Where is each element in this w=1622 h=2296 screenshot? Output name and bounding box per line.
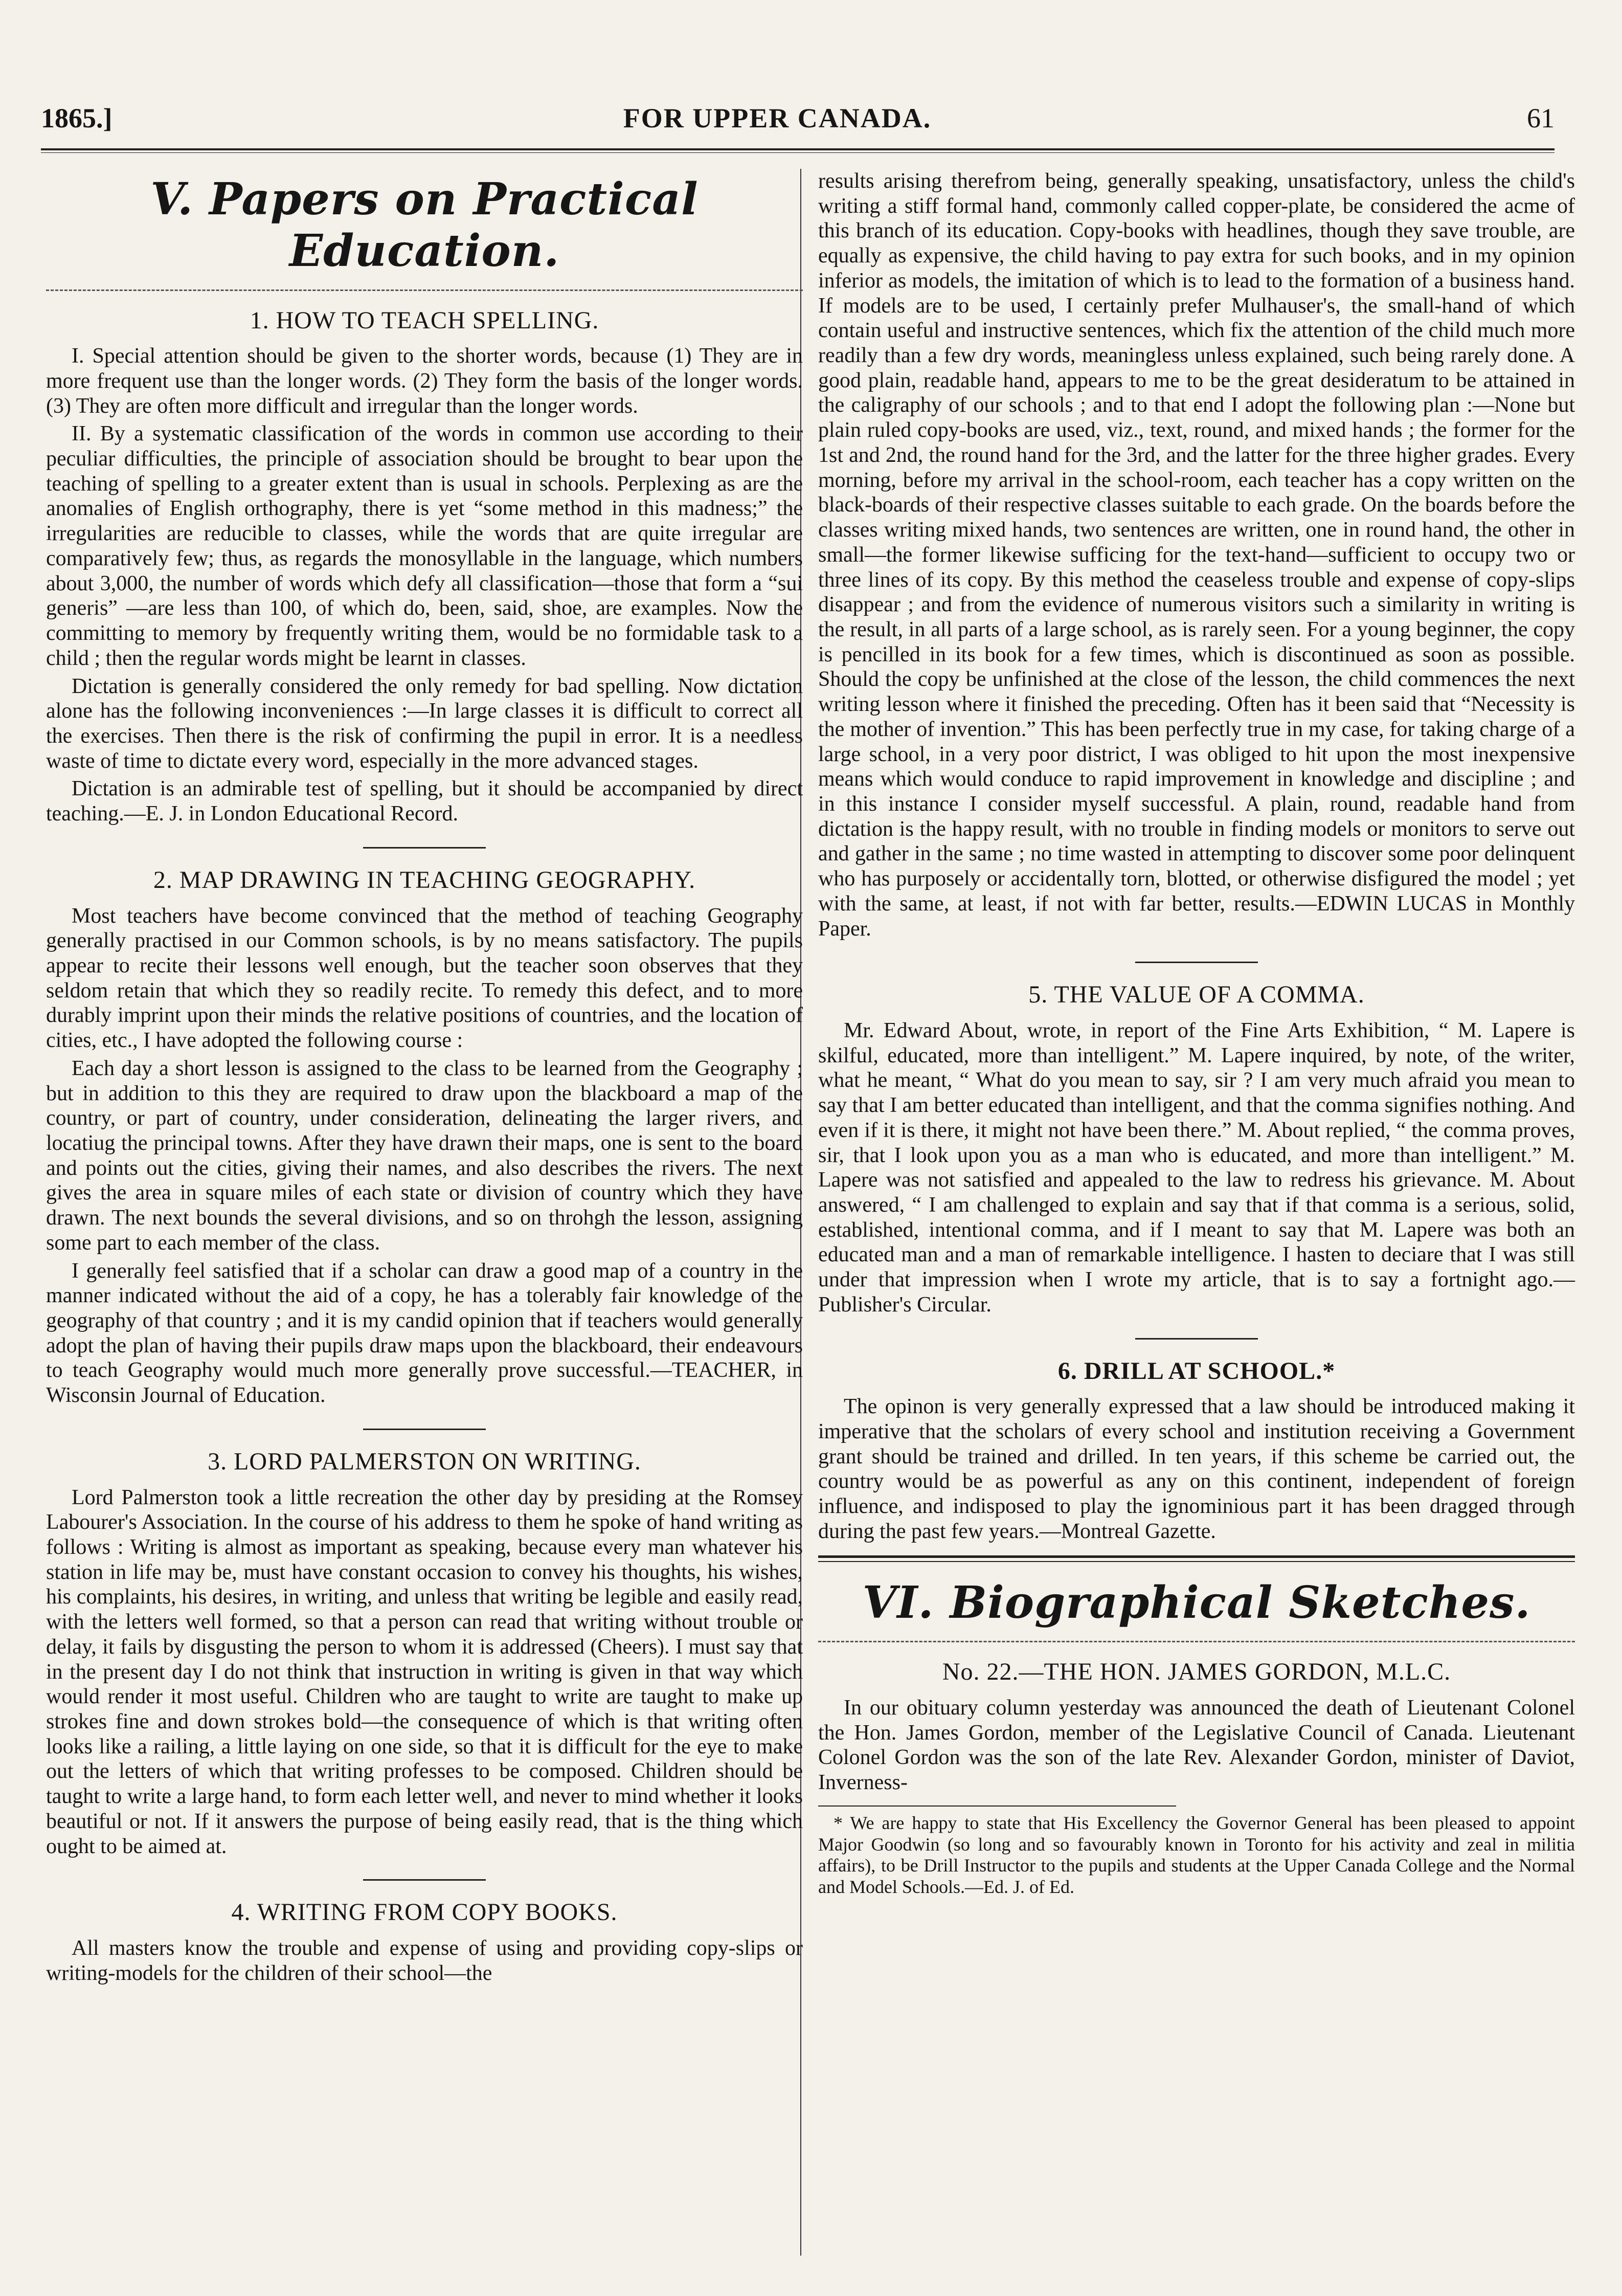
paragraph: All masters know the trouble and expense of using and providing copy-slips or writing-models for the children of their school—the [46, 1936, 803, 1985]
header-rule [41, 148, 1555, 150]
section-comma [818, 980, 1575, 1317]
section-drill [818, 1357, 1575, 1544]
right-column [818, 169, 1575, 2276]
section-heading: 6. DRILL AT SCHOOL.* [1057, 1357, 1336, 1385]
footnote-rule [818, 1805, 1176, 1807]
page-number: 61 [1527, 103, 1555, 133]
paragraph: Dictation is generally considered the only remedy for bad spelling. Now dictation alone has the following inconveniences :—In large classes it is difficult to correct all the exercises. Then there is the risk of confirming the pupil in error. It is a needless waste of time to dictate every word, especially in the more advanced stages. [46, 674, 803, 773]
paragraph: The opinon is very generally expressed that a law should be introduced making it imperative that the scholars of every school and institution receiving a Government grant should be trained and drilled. In ten years, if this scheme be carried out, the country would be as powerful as any on this continent, independent of foreign influence, and indisposed to play the ignominious part it has been dragged through during the past few years.—Montreal Gazette. [818, 1395, 1575, 1543]
section-heading: 2. MAP DRAWING IN TEACHING GEOGRAPHY. [153, 866, 696, 894]
section-spelling [46, 306, 803, 827]
part-divider [818, 1555, 1575, 1562]
section-biography [818, 1658, 1575, 1795]
paragraph: Dictation is an admirable test of spelling, but it should be accompanied by direct teaching.—E. J. in London Educational Record. [46, 777, 803, 826]
paragraph: I. Special attention should be given to the shorter words, because (1) They are in more frequent use than the longer words. (2) They form the basis of the longer words. (3) They are often more difficult and irregular than the longer words. [46, 344, 803, 418]
paragraph: Lord Palmerston took a little recreation the other day by presiding at the Romsey Labourer's Association. In the course of his address to them he spoke of hand writing as follows : Writing is almost as important as speaking, because every man whatever his station in life may be, must have constant occasion to convey his thoughts, his wishes, his complaints, his desires, in writing, and unless that writing be legible and easily read, with the letters well formed, so that a person can read that writing without trouble or delay, it fails by disgusting the person to whom it is addressed (Cheers). I must say that in the present day I do not think that instruction in writing is given in that way which would render it most useful. Children who are taught to write are taught to make up strokes fine and down strokes bold—the consequence of which is that writing often looks like a railing, a little laying on one side, so that it is difficult for the eye to make out the letters of which that writing professes to be composed. Children should be taught to write a large hand, to form each letter well, and never to mind whether it looks beautiful or not. If it answers the purpose of being easily read, that is the thing which ought to be aimed at. [46, 1485, 803, 1858]
section-divider [363, 1429, 486, 1430]
continued-paragraph: results arising therefrom being, generally speaking, unsatisfactory, unless the child's writing a stiff formal hand, commonly called copper-plate, be considered the acme of this branch of its education. Copy-books with headlines, though they save trouble, are equally as expensive, the child having to pay extra for such books, and in my opinion inferior as models, the imitation of which is to lead to the formation of a business hand. If models are to be used, I certainly prefer Mulhauser's, the small-hand of which contain useful and instructive sentences, which fix the attention of the child much more readily than a few dry words, meaningless unless explained, such being rarely done. A good plain, readable hand, appears to me to be the great desideratum to be attained in the caligraphy of our schools ; and to that end I adopt the following plan :—None but plain ruled copy-books are used, viz., text, round, and mixed hands ; the former for the 1st and 2nd, the round hand for the 3rd, and the latter for the three higher grades. Every morning, before my arrival in the school-room, each teacher has a copy written on the black-boards of their respective classes suitable to each grade. On the boards before the classes writing mixed hands, two sentences are written, one in round hand, the other in small—the former likewise sufficing for the text-hand—sufficient to occupy two or three lines of its copy. By this method the ceaseless trouble and expense of copy-slips disappear ; and from the evidence of numerous visitors such a similarity in writing is the result, in all parts of a large school, as is rarely seen. For a young beginner, the copy is pencilled in its book for a few times, which is discontinued as soon as possible. Should the copy be unfinished at the close of the lesson, the child commences the next writing lesson where it finished the preceding. Often has it been said that “Necessity is the mother of invention.” This has been perfectly true in my case, for taking charge of a large school, in a very poor district, I was obliged to hit upon the most inexpensive means which would conduce to rapid improvement in knowledge and discipline ; and in this instance I consider myself successful. A plain, round, readable hand from dictation is the happy result, with no trouble in finding models or monitors to serve out and gather in the same ; no time wasted in attempting to discover some poor delinquent who has purposely or accidentally torn, blotted, or otherwise disfigured the model ; yet with the same, at least, if not with far better, results.—EDWIN LUCAS in Monthly Paper. [818, 169, 1575, 941]
paragraph: II. By a systematic classification of the words in common use according to their peculiar difficulties, the principle of association should be brought to bear upon the teaching of spelling to a greater extent than is usual in schools. Perplexing as are the anomalies of English orthography, there is yet “some method in this madness;” the irregularities are reducible to classes, while the words that are quite irregular are comparatively few; thus, as regards the monosyllable in the language, which numbers about 3,000, the number of words which defy all classification—those that form a “sui generis” —are less than 100, of which do, been, said, shoe, are examples. Now the committing to memory by frequently writing them, would be no formidable task to a child ; then the regular words might be learnt in classes. [46, 422, 803, 670]
section-heading: 1. HOW TO TEACH SPELLING. [250, 306, 599, 334]
header-year: 1865.] [41, 103, 112, 133]
bio-heading: No. 22.—THE HON. JAMES GORDON, M.L.C. [942, 1658, 1451, 1686]
section-map-drawing [46, 866, 803, 1408]
paragraph: In our obituary column yesterday was announced the death of Lieutenant Colonel the Hon. James Gordon, member of the Legislative Council of Canada. Lieutenant Colonel Gordon was the son of the late Rev. Alexander Gordon, minister of Daviot, Inverness- [818, 1696, 1575, 1795]
title-ornament-rule [818, 1633, 1575, 1642]
section-divider [1135, 962, 1258, 963]
header-rule-thin [41, 152, 1555, 153]
footnote [818, 1813, 1575, 1898]
footnote-text: * We are happy to state that His Excellency the Governor General has been pleased to appoint Major Goodwin (so long and so favourably known in Toronto for his activity and zeal in militia affairs), to be Drill Instructor to the pupils and students at the Upper Canada College and the Normal and Model Schools.—Ed. J. of Ed. [818, 1812, 1575, 1898]
section-heading: 3. LORD PALMERSTON ON WRITING. [208, 1447, 641, 1475]
paragraph: Each day a short lesson is assigned to the class to be learned from the Geography ; but in addition to this they are required to draw upon the blackboard a map of the country, or part of country, under consideration, delineating the larger rivers, and locatiug the principal towns. After they have drawn their maps, one is sent to the board and points out the cities, giving their names, and also describes the rivers. The next gives the area in square miles of each state or division of country which they have drawn. The next bounds the several divisions, and so on throhgh the lesson, assigning some part to each member of the class. [46, 1056, 803, 1255]
section-divider [363, 847, 486, 849]
part-v-title: V. Papers on Practical Education. [150, 173, 699, 277]
paragraph: I generally feel satisfied that if a scholar can draw a good map of a country in the manner indicated without the aid of a copy, he has a tolerably fair knowledge of the geography of that country ; and it is my candid opinion that if teachers would generally adopt the plan of having their pupils draw maps upon the blackboard, their endeavours to teach Geography would much more generally prove successful.—TEACHER, in Wisconsin Journal of Education. [46, 1259, 803, 1408]
section-copy-books [46, 1898, 803, 1986]
paragraph: Mr. Edward About, wrote, in report of the Fine Arts Exhibition, “ M. Lapere is skilful, educated, more than intelligent.” M. Lapere inquired, by note, of the writer, what he meant, “ What do you mean to say, sir ? I am very much afraid you mean to say that I am better educated than intelligent, and that the comma signifies nothing. And even if it is there, it might not have been there.” M. About replied, “ the comma proves, sir, that I look upon you as a man who is educated, and more than intelligent.” M. Lapere was not satisfied and appealed to the law to redress his grievance. M. About answered, “ I am challenged to explain and say that if that comma is a serious, solid, established, intentional comma, and if I meant to say that M. Lapere was both an educated man and a man of remarkable intelligence. I hasten to deciare that I was still under that impression when I wrote my article, that is to say a fortnight ago.—Publisher's Circular. [818, 1018, 1575, 1317]
section-divider [363, 1879, 486, 1881]
part-vi-title: VI. Biographical Sketches. [862, 1576, 1531, 1629]
header-title: FOR UPPER CANADA. [623, 103, 932, 133]
section-heading: 5. THE VALUE OF A COMMA. [1028, 981, 1365, 1009]
section-divider [1135, 1338, 1258, 1340]
title-ornament-rule [46, 281, 803, 291]
paragraph: Most teachers have become convinced that the method of teaching Geography generally practised in our Common schools, is by no means satisfactory. The pupils appear to recite their lessons well enough, but the teacher soon observes that they seldom retain that which they so readily recite. To remedy this defect, and to more durably imprint upon their minds the relative positions of countries, and the location of cities, etc., I have adopted the following course : [46, 904, 803, 1053]
page-header [41, 97, 1555, 143]
section-heading: 4. WRITING FROM COPY BOOKS. [231, 1899, 618, 1926]
section-palmerston [46, 1447, 803, 1859]
left-column [46, 169, 803, 2276]
